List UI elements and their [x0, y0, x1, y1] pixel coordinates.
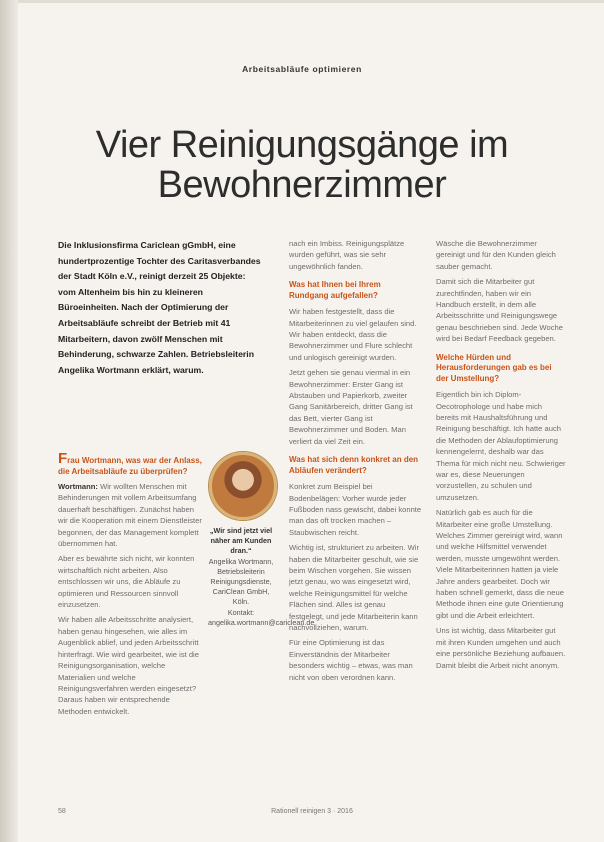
quote-text: „Wir sind jetzt viel näher am Kunden dran.“ — [209, 526, 273, 556]
answer-1-text: Wir wollten Menschen mit Behinderungen mit vollem Arbeitsumfang dauerhaft beschäftigen. Zunächst haben wir die Kooperation mit einem Dienstleister begonnen, der das Management komplett übernommen hat. — [58, 482, 202, 549]
paragraph: Natürlich gab es auch für die Mitarbeiter eine große Umstellung. Welches Zimmer gereinigt wird, wann und welche Hilfsmittel verwendet werden, musste umgewöhnt werden. Viele Mitarbeiterinnen hatten ja viele Jahre anders gearbeitet. Doch wir haben schnell gemerkt, dass die neue Methode ihnen eine gute Orientierung gibt und die Arbeit erleichtert. — [436, 508, 564, 620]
question-heading: Was hat sich denn konkret an den Abläufen verändert? — [289, 455, 419, 475]
article-lead: Die Inklusionsfirma Cariclean gGmbH, eine hundertprozentige Tochter des Caritasverbandes der Stadt Köln e.V., reinigt derzeit 25 Objekte: vom Altenheim bis hin zu kleineren Büroeinheiten. Nach der Optimierung der Arbeitsabläufe schreibt der Betrieb mit 41 Mitarbeitern, davon zwölf Menschen mit Behinderung, schwarze Zahlen. Betriebsleiterin Angelika Wortmann erklärt, warum. — [58, 240, 261, 375]
page-top-edge — [18, 0, 604, 3]
page-number: 58 — [58, 808, 66, 815]
column-2 — [289, 238, 422, 687]
paragraph: Wichtig ist, strukturiert zu arbeiten. Wir haben die Mitarbeiter geschult, wie sie beim Wischen vorgehen. Sie wissen jetzt genau, wo was eingesetzt wird, welche Reinigungsmittel für welche Flächen sind. Alles ist genau festgelegt, und jede Mitarbeiterin kann nachvollziehen, warum. — [289, 543, 419, 632]
quote-attribution: Angelika Wortmann, Betriebsleiterin Reinigungsdienste, CariClean GmbH, Köln. — [208, 556, 274, 607]
title-line-1: Vier Reinigungsgänge im — [95, 124, 509, 167]
quote-contact: Kontakt: angelika.wortmann@cariclean.de — [208, 607, 315, 627]
paragraph: Damit sich die Mitarbeiter gut zurechtfinden, haben wir ein Handbuch erstellt, in dem alle Arbeitsschritte und Reinigungswege genau beschrieben sind. Jede Woche wird bei Bedarf Feedback gegeben. — [436, 277, 563, 344]
publication-name: Rationell reinigen 3 · 2016 — [271, 808, 353, 815]
paragraph: Uns ist wichtig, dass Mitarbeiter gut mit ihren Kunden umgehen und auch eine persönliche Beziehung aufbauen. Damit bleibt die Arbeit nicht anonym. — [436, 626, 566, 670]
question-1-text: rau Wortmann, was war der Anlass, die Arbeitsabläufe zu überprüfen? — [58, 456, 202, 476]
paragraph: Wir haben alle Arbeitsschritte analysiert, haben genau hingesehen, wie alles im Augenblick ablief, und jeden Arbeitsschritt hinterfragt. Wie wird gearbeitet, wie ist die Reinigungsorganisation, welche Materialien und welche Reinigungsverfahren werden eingesetzt? Daraus haben wir entsprechende Methoden entwickelt. — [58, 615, 199, 716]
portrait-photo — [209, 452, 277, 520]
column-3 — [436, 238, 566, 675]
paragraph: Wir haben festgestellt, dass die Mitarbeiterinnen zu viel gelaufen sind. Wir haben entdeckt, dass die Bewohnerzimmer und Flure schlecht und unlogisch gereinigt wurden. — [289, 307, 417, 362]
column-1 — [58, 450, 204, 721]
paragraph: Konkret zum Beispiel bei Bodenbelägen: Vorher wurde jeder Fußboden nass gewischt, dabei konnte man das oft trocken machen – Staubwischen reicht. — [289, 482, 422, 537]
title-line-2: Bewohnerzimmer — [157, 164, 447, 207]
pull-quote — [208, 526, 315, 628]
page-binding-shadow — [0, 0, 18, 842]
answer-speaker: Wortmann: — [58, 482, 98, 491]
question-heading: Was hat Ihnen bei Ihrem Rundgang aufgefallen? — [289, 280, 381, 300]
paragraph: nach ein Imbiss. Reinigungsplätze wurden geführt, was sie sehr ungewöhnlich fanden. — [289, 239, 405, 271]
article-title — [40, 125, 564, 205]
drop-cap: F — [58, 450, 68, 467]
paragraph: Jetzt gehen sie genau viermal in ein Bewohnerzimmer: Erster Gang ist Abstauben und Papierkorb, zweiter Gang Sanitärbereich, dritter Gang ist das Bett, vierter Gang ist Bewohnerzimmer und Boden. Man verliert da viel Zeit ein. — [289, 368, 413, 446]
paragraph: Aber es bewährte sich nicht, wir konnten wirtschaftlich nicht arbeiten. Also entschlossen wir uns, die Abläufe zu optimieren und Ressourcen sinnvoll einzusetzen. — [58, 554, 195, 610]
paragraph: Für eine Optimierung ist das Einverständnis der Mitarbeiter besonders wichtig – etwas, was man nicht von oben verordnen kann. — [289, 638, 413, 682]
section-label: Arbeitsabläufe optimieren — [242, 64, 362, 74]
answer-1 — [58, 481, 204, 549]
paragraph: Eigentlich bin ich Diplom-Oecotrophologe und habe mich bereits mit Haushaltsführung und Reinigung beschäftigt. Ich hatte auch die Methoden der Ablaufoptimierung kennengelernt, deshalb war das Thema für mich nicht neu. Schwieriger war es, diese Neuerungen vorzustellen, zu schulen und umzusetzen. — [436, 390, 566, 502]
paragraph: Wäsche die Bewohnerzimmer gereinigt und für den Kunden gleich sauber gemacht. — [436, 239, 556, 271]
question-1 — [58, 450, 204, 477]
question-heading: Welche Hürden und Herausforderungen gab es bei der Umstellung? — [436, 352, 552, 383]
